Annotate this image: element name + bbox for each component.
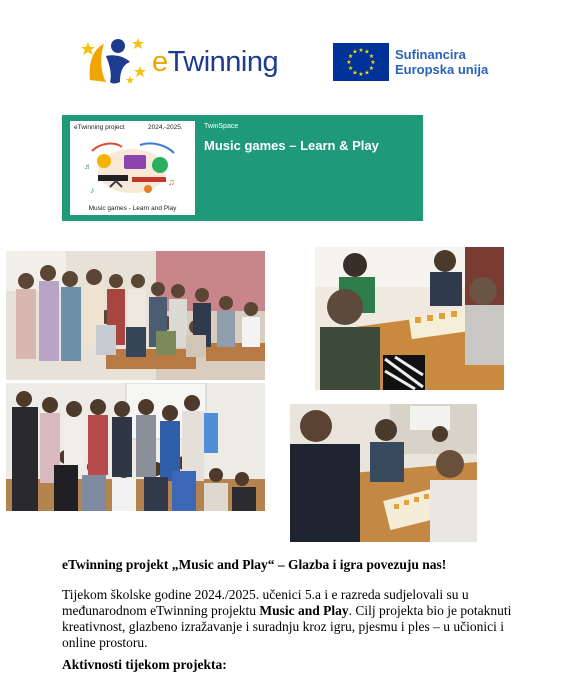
students-playing-board-game-photo (315, 247, 504, 390)
thumb-title: eTwinning project (74, 124, 125, 131)
project-name: Music and Play (259, 603, 349, 618)
eu-star: ★ (347, 54, 354, 60)
students-group-classroom-photo (6, 251, 265, 380)
eu-star: ★ (346, 60, 352, 66)
etwinning-logo (80, 32, 292, 94)
svg-text:♬: ♬ (84, 162, 92, 171)
etwinning-wordmark: eTwinning (152, 46, 279, 78)
svg-text:♫: ♫ (168, 177, 175, 187)
svg-text:♪: ♪ (90, 185, 95, 195)
eu-cofunding-text: Sufinancira Europska unija (395, 47, 489, 77)
article-heading: eTwinning projekt „Music and Play“ – Glazba i igra povezuju nas! (62, 557, 447, 572)
students-at-desk-playing-game-photo (290, 404, 477, 542)
eu-star: ★ (358, 48, 364, 54)
etwinning-figure-icon (80, 32, 152, 94)
music-instruments-icon (70, 121, 195, 215)
thumb-caption: Music games - Learn and Play (88, 205, 177, 212)
article-paragraph: Tijekom školske godine 2024./2025. učenici 5.a i e razreda sudjelovali su u međunarodnom eTwinning projektu Music and Play. Cilj projekta bio je potaknuti kreativnost, glazbeno izražavanje i suradnju kroz igru, pjesmu i ples – u učionici i online prostoru. (62, 587, 512, 650)
project-title: Music games – Learn & Play (204, 138, 379, 153)
project-poster-thumbnail (70, 121, 195, 215)
eu-star: ★ (368, 54, 375, 60)
students-group-with-teachers-photo (6, 383, 265, 511)
eu-star: ★ (358, 72, 364, 78)
eu-star: ★ (347, 66, 354, 72)
eu-star: ★ (364, 49, 370, 56)
eu-star: ★ (368, 66, 375, 72)
eu-flag-icon (333, 43, 389, 81)
thumb-year: 2024.-2025. (148, 124, 183, 131)
twinspace-banner[interactable] (62, 115, 423, 221)
eu-star: ★ (370, 60, 376, 66)
eu-star: ★ (352, 70, 358, 77)
eu-star: ★ (352, 49, 358, 56)
eu-cofunding-logo (333, 43, 523, 81)
twinspace-label: TwinSpace (204, 123, 239, 130)
eu-star: ★ (364, 70, 370, 77)
activities-subheading: Aktivnosti tijekom projekta: (62, 657, 227, 672)
